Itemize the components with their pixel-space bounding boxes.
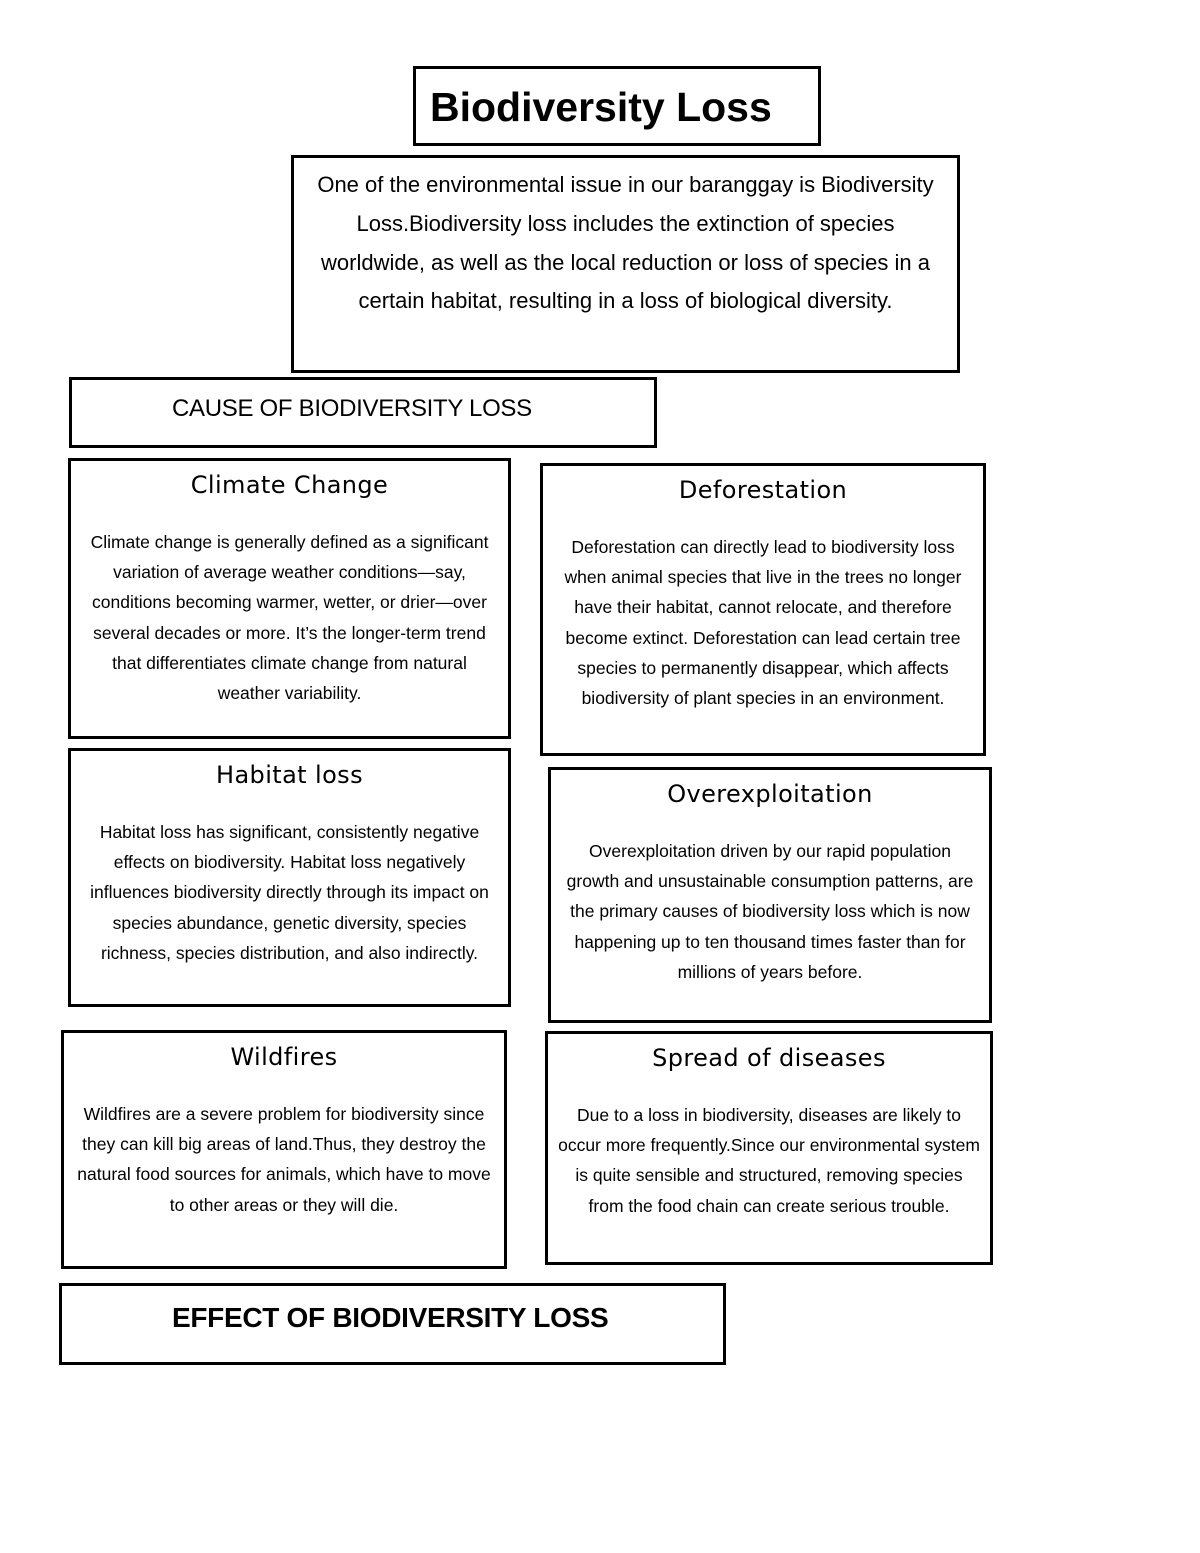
intro-text: One of the environmental issue in our baranggay is Biodiversity Loss.Biodiversity loss includes the extinction of species worldwide, as well as the local reduction or loss of species in a certain habitat, resulting in a loss of biological diversity. bbox=[317, 172, 934, 314]
intro-box bbox=[291, 155, 960, 373]
cause-heading-box bbox=[69, 377, 657, 448]
card-wildfires bbox=[61, 1030, 507, 1269]
card-body: Climate change is generally defined as a significant variation of average weather conditions—say, conditions becoming warmer, wetter, or drier—over several decades or more. It’s the longer-term trend that differentiates climate change from natural weather variability. bbox=[90, 532, 489, 704]
card-deforestation bbox=[540, 463, 986, 756]
card-spread-of-diseases bbox=[545, 1031, 993, 1265]
card-title: Habitat loss bbox=[216, 761, 363, 789]
card-title: Deforestation bbox=[678, 476, 848, 504]
card-body: Wildfires are a severe problem for biodiversity since they can kill big areas of land.Thus, they destroy the natural food sources for animals, which have to move to other areas or they will die. bbox=[77, 1104, 491, 1215]
card-overexploitation bbox=[548, 767, 992, 1023]
card-climate-change bbox=[68, 458, 511, 739]
page-title: Biodiversity Loss bbox=[430, 84, 772, 130]
card-body: Habitat loss has significant, consistently negative effects on biodiversity. Habitat loss negatively influences biodiversity directly through its impact on species abundance, genetic diversity, species richness, species distribution, and also indirectly. bbox=[90, 822, 489, 963]
card-body: Overexploitation driven by our rapid population growth and unsustainable consumption patterns, are the primary causes of biodiversity loss which is now happening up to ten thousand times faster than for millions of years before. bbox=[566, 841, 974, 982]
title-box bbox=[413, 66, 821, 146]
card-title: Overexploitation bbox=[667, 780, 873, 808]
card-habitat-loss bbox=[68, 748, 511, 1007]
card-body: Deforestation can directly lead to biodiversity loss when animal species that live in the trees no longer have their habitat, cannot relocate, and therefore become extinct. Deforestation can lead certain tree species to permanently disappear, which affects biodiversity of plant species in an environment. bbox=[564, 537, 962, 709]
card-body: Due to a loss in biodiversity, diseases are likely to occur more frequently.Since our environmental system is quite sensible and structured, removing species from the food chain can create serious trouble. bbox=[558, 1105, 980, 1216]
effect-heading-box bbox=[59, 1283, 726, 1365]
effect-heading: EFFECT OF BIODIVERSITY LOSS bbox=[172, 1302, 609, 1333]
card-title: Wildfires bbox=[230, 1043, 338, 1071]
cause-heading: CAUSE OF BIODIVERSITY LOSS bbox=[172, 395, 532, 422]
card-title: Climate Change bbox=[190, 471, 389, 499]
card-title: Spread of diseases bbox=[652, 1044, 886, 1072]
